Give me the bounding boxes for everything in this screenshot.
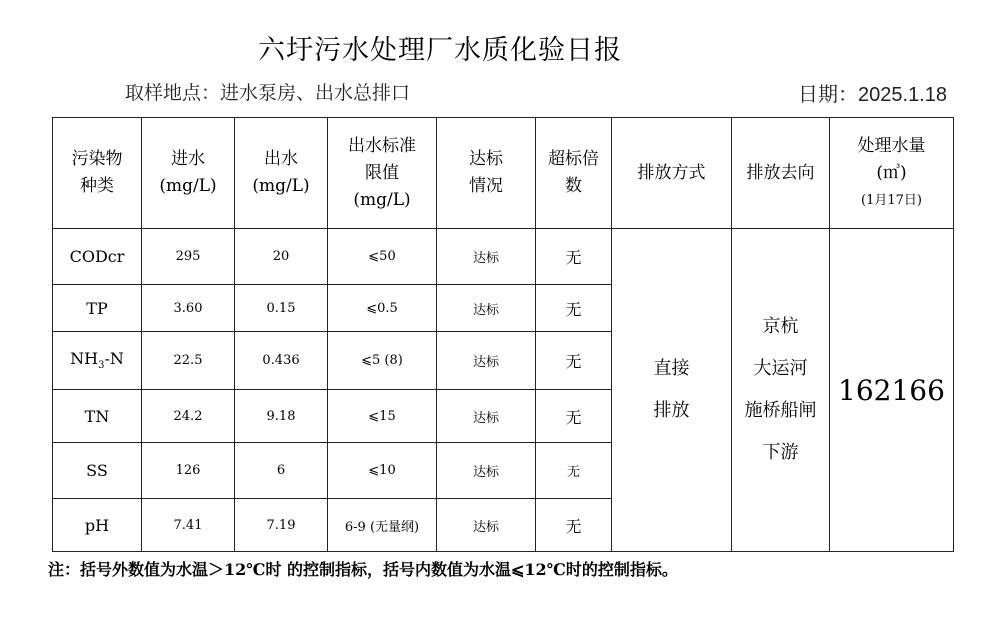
limit-cell: 6-9 (无量纲) <box>328 499 437 552</box>
report-title: 六圩污水处理厂水质化验日报 <box>258 35 622 66</box>
report-date: 日期：2025.1.18 <box>798 84 947 106</box>
discharge-method-cell: 直接 排放 <box>612 229 732 552</box>
col-header-exceed: 超标倍 数 <box>536 118 612 229</box>
sampling-location: 取样地点：进水泵房、出水总排口 <box>125 82 411 104</box>
treated-volume-cell: 162166 <box>830 229 954 552</box>
inflow-cell: 3.60 <box>142 285 235 332</box>
status-cell: 达标 <box>437 332 536 390</box>
limit-cell: ⩽0.5 <box>328 285 437 332</box>
pollutant-cell: $NH_3-N$ <box>53 332 142 390</box>
col-header-discharge-method: 排放方式 <box>612 118 732 229</box>
status-cell: 达标 <box>437 499 536 552</box>
inflow-cell: 22.5 <box>142 332 235 390</box>
inflow-cell: 295 <box>142 229 235 285</box>
discharge-destination-cell: 京杭 大运河 施桥船闸 下游 <box>732 229 830 552</box>
status-cell: 达标 <box>437 390 536 443</box>
exceed-cell: 无 <box>536 499 612 552</box>
table-row <box>53 229 954 285</box>
pollutant-cell: pH <box>53 499 142 552</box>
inflow-cell: 126 <box>142 443 235 499</box>
col-header-volume: 处理水量 (㎥) (1月17日) <box>830 118 954 229</box>
water-quality-table <box>52 117 954 552</box>
limit-cell: ⩽5 (8) <box>328 332 437 390</box>
pollutant-cell: CODcr <box>53 229 142 285</box>
outflow-cell: 6 <box>235 443 328 499</box>
col-header-limit: 出水标准 限值 (mg/L) <box>328 118 437 229</box>
table-header-row <box>53 118 954 229</box>
limit-cell: ⩽10 <box>328 443 437 499</box>
exceed-cell: 无 <box>536 390 612 443</box>
limit-cell: ⩽15 <box>328 390 437 443</box>
exceed-cell: 无 <box>536 229 612 285</box>
status-cell: 达标 <box>437 229 536 285</box>
exceed-cell: 无 <box>536 332 612 390</box>
footnote: 注：括号外数值为水温＞12℃时 的控制指标，括号内数值为水温⩽12℃时的控制指标。 <box>48 560 678 579</box>
status-cell: 达标 <box>437 285 536 332</box>
inflow-cell: 7.41 <box>142 499 235 552</box>
pollutant-cell: TP <box>53 285 142 332</box>
pollutant-cell: SS <box>53 443 142 499</box>
inflow-cell: 24.2 <box>142 390 235 443</box>
outflow-cell: 20 <box>235 229 328 285</box>
col-header-pollutant: 污染物 种类 <box>53 118 142 229</box>
col-header-compliance: 达标 情况 <box>437 118 536 229</box>
exceed-cell: 无 <box>536 443 612 499</box>
outflow-cell: 9.18 <box>235 390 328 443</box>
limit-cell: ⩽50 <box>328 229 437 285</box>
outflow-cell: 0.436 <box>235 332 328 390</box>
col-header-outflow: 出水 (mg/L) <box>235 118 328 229</box>
col-header-inflow: 进水 (mg/L) <box>142 118 235 229</box>
pollutant-cell: TN <box>53 390 142 443</box>
outflow-cell: 0.15 <box>235 285 328 332</box>
exceed-cell: 无 <box>536 285 612 332</box>
outflow-cell: 7.19 <box>235 499 328 552</box>
status-cell: 达标 <box>437 443 536 499</box>
col-header-discharge-dest: 排放去向 <box>732 118 830 229</box>
